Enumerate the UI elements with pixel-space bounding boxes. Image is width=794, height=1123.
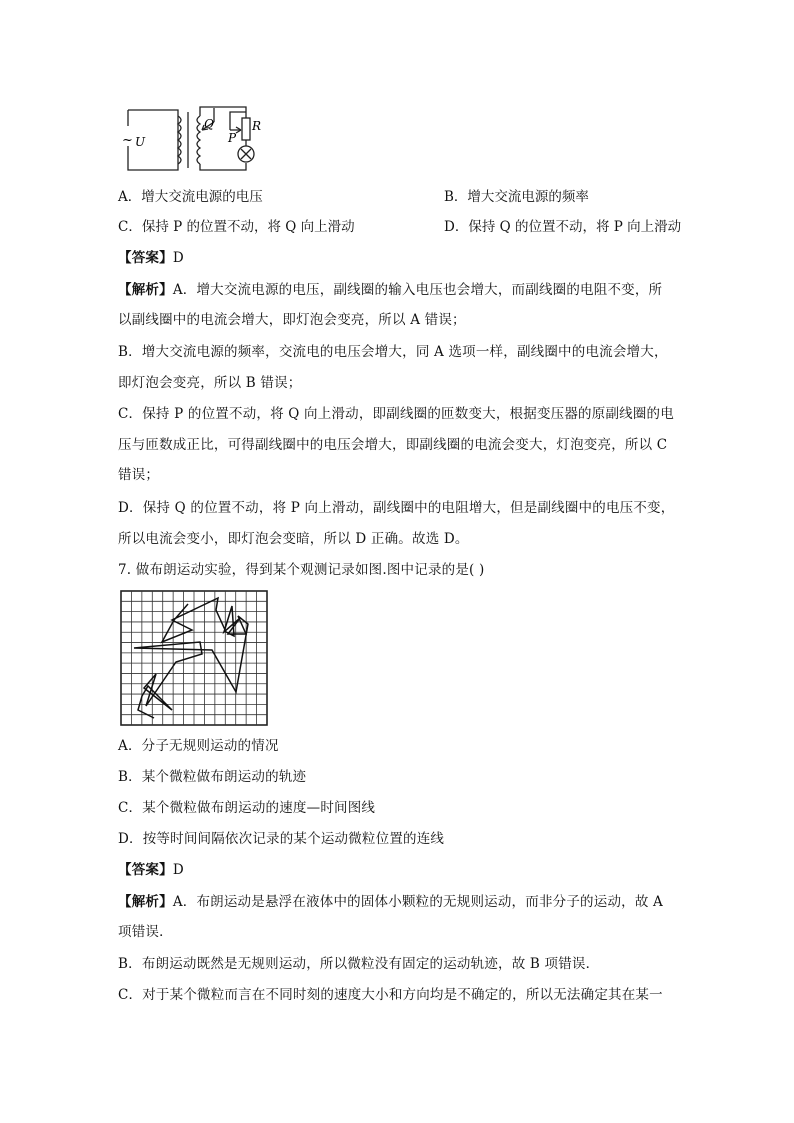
q7-option-b: B．某个微粒做布朗运动的轨迹 — [118, 769, 307, 785]
q6-analysis-line-1 — [118, 281, 662, 299]
q7-option-a: A．分子无规则运动的情况 — [118, 738, 279, 754]
q6-option-c: C．保持 P 的位置不动，将 Q 向上滑动 — [118, 219, 355, 235]
answer-value: D — [172, 250, 184, 266]
brownian-motion-grid-figure — [120, 590, 268, 726]
q7-answer — [118, 861, 184, 879]
q6-analysis-line-6: 压与匝数成正比，可得副线圈中的电压会增大，即副线圈的电流会变大，灯泡变亮，所以 C — [118, 437, 668, 453]
q6-analysis-line-2: 以副线圈中的电流会增大，即灯泡会变亮，所以 A 错误； — [118, 312, 466, 328]
analysis-tag: 【解析】 — [118, 282, 173, 298]
q6-answer — [118, 249, 184, 267]
slider-label-p: P — [228, 131, 237, 145]
analysis-tag: 【解析】 — [118, 894, 173, 910]
q6-option-a: A．增大交流电源的电压 — [118, 189, 263, 205]
transformer-circuit-diagram — [118, 104, 268, 176]
q7-option-d: D．按等时间间隔依次记录的某个运动微粒位置的连线 — [118, 831, 445, 847]
q6-option-d: D．保持 Q 的位置不动，将 P 向上滑动 — [444, 219, 682, 235]
q6-analysis-line-7: 错误； — [118, 467, 160, 483]
answer-tag: 【答案】 — [118, 862, 173, 878]
analysis-text: A．增大交流电源的电压，副线圈的输入电压也会增大，而副线圈的电阻不变，所 — [172, 282, 663, 298]
q7-stem: 7. 做布朗运动实验，得到某个观测记录如图.图中记录的是( ) — [118, 562, 485, 578]
answer-value: D — [172, 862, 184, 878]
q6-option-b: B．增大交流电源的频率 — [444, 189, 589, 205]
q6-analysis-line-4: 即灯泡会变亮，所以 B 错误； — [118, 375, 302, 391]
q6-analysis-line-3: B．增大交流电源的频率，交流电的电压会增大，同 A 选项一样，副线圈中的电流会增大， — [118, 344, 668, 360]
resistor-label-r: R — [252, 119, 262, 133]
q6-analysis-line-8: D．保持 Q 的位置不动，将 P 向上滑动，副线圈中的电阻增大，但是副线圈中的电压不变， — [118, 500, 675, 516]
q6-analysis-line-9: 所以电流会变小，即灯泡会变暗，所以 D 正确。故选 D。 — [118, 531, 469, 547]
answer-tag: 【答案】 — [118, 250, 173, 266]
analysis-text: A．布朗运动是悬浮在液体中的固体小颗粒的无规则运动，而非分子的运动，故 A — [172, 894, 664, 910]
q7-option-c: C．某个微粒做布朗运动的速度—时间图线 — [118, 800, 376, 816]
q7-analysis-line-1 — [118, 893, 663, 911]
q6-analysis-line-5: C．保持 P 的位置不动，将 Q 向上滑动，即副线圈的匝数变大，根据变压器的原副线圈的电 — [118, 406, 674, 422]
q7-analysis-line-4: C．对于某个微粒而言在不同时刻的速度大小和方向均是不确定的，所以无法确定其在某一 — [118, 987, 663, 1003]
q7-analysis-line-2: 项错误． — [118, 924, 173, 940]
source-tilde: ~ — [122, 133, 133, 148]
slider-label-q: Q — [204, 117, 214, 131]
source-label-u: U — [135, 135, 146, 149]
q7-analysis-line-3: B．布朗运动既然是无规则运动，所以微粒没有固定的运动轨迹，故 B 项错误． — [118, 956, 600, 972]
